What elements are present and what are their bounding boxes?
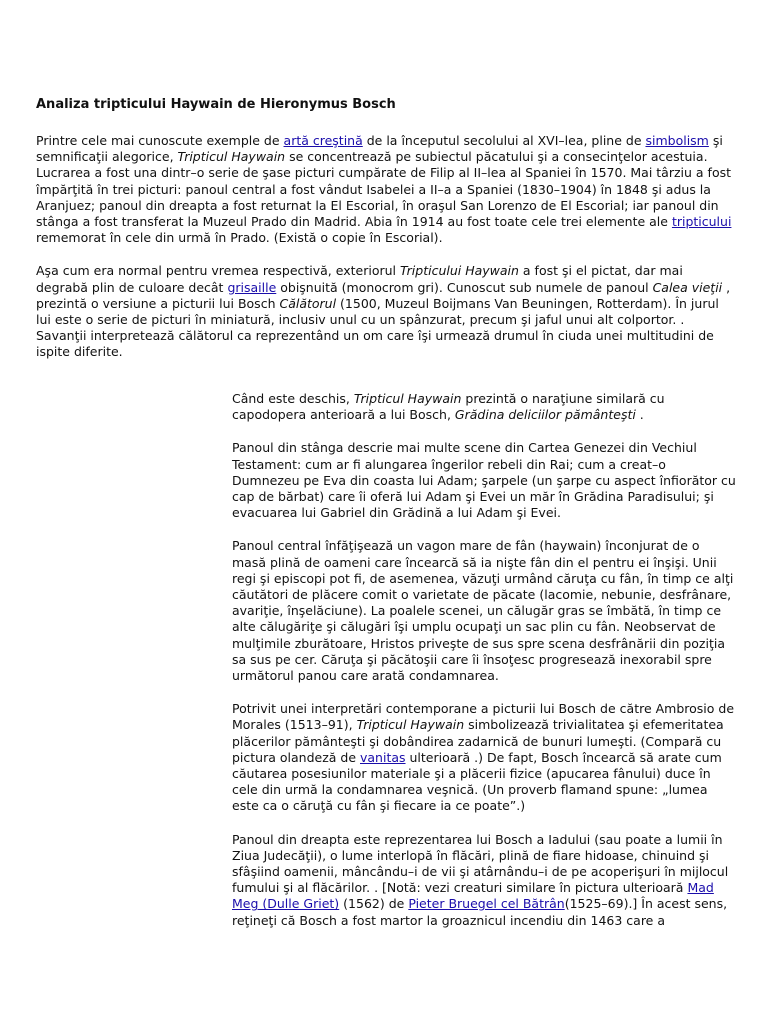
- italic-title: Tripticului Haywain: [399, 263, 519, 279]
- paragraph-right-panel: [232, 832, 736, 929]
- link-tripticului[interactable]: tripticului: [671, 214, 732, 230]
- italic-title: Călătorul: [279, 295, 337, 311]
- paragraph-exterior: [36, 263, 736, 360]
- intro-section: [36, 133, 736, 378]
- paragraph-history: [36, 133, 736, 246]
- text-run: Printre cele mai cunoscute exemple de: [36, 133, 284, 148]
- text-run: rememorat în cele din urmă în Prado. (Există o copie în Escorial).: [36, 230, 443, 246]
- text-run: ulterioară .) De fapt, Bosch încearcă să arate cum căutarea posesiunilor materiale şi a plăcerii fizice (apucarea fânului) duce în cele din urmă la condamnarea veşnică. (Un proverb flamand spune: „lumea este ca o căruţă cu fân şi fiecare ia ce poate”.): [232, 749, 722, 814]
- italic-title: Tripticul Haywain: [356, 717, 465, 733]
- link-pieter-bruegel[interactable]: Pieter Bruegel cel Bătrân: [408, 896, 565, 912]
- text-run: obişnuită (monocrom gri). Cunoscut sub numele de panoul: [276, 279, 653, 295]
- text-run: prezintă o naraţiune similară cu capodopera anterioară a lui Bosch,: [232, 391, 665, 423]
- link-vanitas[interactable]: vanitas: [360, 749, 406, 765]
- text-run: (1500, Muzeul Boijmans Van Beuningen, Rotterdam). În jurul lui este o serie de picturi în miniatură, inclusiv unul cu un spânzurat, precum şi jaful unui alt colportor. . Savanţii interpretează călătorul ca reprezentând un om care îşi urmează drumul în ciuda unei multitudini de ispite diferite.: [36, 295, 719, 360]
- paragraph-open: [232, 391, 736, 423]
- text-run: Panoul central înfăţişează un vagon mare de fân (haywain) înconjurat de o masă plină de oameni care încearcă să ia nişte fân din el pentru ei înşişi. Unii regi şi episcopi pot fi, de asemenea, văzuţi urmând căruţa cu fân, în timp ce alţi căutători de plăcere comit o varietate de păcate (lacomie, nebunie, desfrânare, avariţie, înşelăciune). La poalele scenei, un călugăr gras se îmbătă, în timp ce alte călugăriţe şi călugări îşi umplu ocupaţi un sac plin cu fân. Neobservat de mulţimile zburătoare, Hristos priveşte de sus spre scena desfrânării din poziţia sa sus pe cer. Căruţa şi păcătoşii care îi însoţesc progresează inexorabil spre următorul panou care arată condamnarea.: [232, 538, 734, 684]
- link-arta-crestina[interactable]: artă creştină: [283, 133, 363, 148]
- text-run: de la începutul secolului al XVI–lea, pline de: [362, 133, 646, 148]
- link-simbolism[interactable]: simbolism: [645, 133, 709, 148]
- article-title: Analiza tripticului Haywain de Hieronymus Bosch: [36, 97, 396, 112]
- text-run: şi semnificaţii alegorice,: [36, 133, 723, 165]
- text-run: (1525–69).] În acest sens, reţineţi că Bosch a fost martor la groaznicul incendiu din 1463 care a: [232, 896, 728, 928]
- text-run: Când este deschis,: [232, 391, 354, 406]
- link-mad-meg[interactable]: Mad Meg (Dulle Griet): [232, 880, 714, 912]
- text-run: simbolizează trivialitatea şi efemeritatea plăcerilor pământeşti şi dobândirea zadarnică de bunuri lumeşti. (Compară cu pictura olandeză de: [232, 717, 724, 765]
- italic-title: Tripticul Haywain: [353, 391, 462, 406]
- italic-title: Grădina deliciilor pământeşti: [454, 407, 636, 423]
- link-grisaille[interactable]: grisaille: [227, 279, 277, 295]
- italic-title: Calea vieţii: [652, 279, 723, 295]
- text-run: , prezintă o versiune a picturii lui Bosch: [36, 279, 731, 311]
- text-run: Panoul din dreapta este reprezentarea lui Bosch a Iadului (sau poate a lumii în Ziua Judecăţii), o lume interlopă în flăcări, plină de fiare hidoase, chinuind şi sfâşiind oamenii, mâncându–i de vii şi atârnându–i de pe acoperişuri în mijlocul fumului şi al flăcărilor. . [Notă: vezi creaturi similare în pictura ulterioară: [232, 831, 729, 896]
- paragraph-interpretation: [232, 701, 736, 814]
- text-run: .: [635, 407, 644, 423]
- paragraph-left-panel: [232, 440, 736, 521]
- italic-title: Tripticul Haywain: [177, 149, 286, 165]
- text-run: (1562) de: [339, 896, 409, 912]
- text-run: se concentrează pe subiectul păcatului şi a consecinţelor acestuia. Lucrarea a fost una dintr–o serie de şase picturi cumpărate de Filip al II–lea al Spaniei în 1570. Mai târziu a fost împărţită în trei picturi: panoul central a fost vândut Isabelei a II–a a Spaniei (1830–1904) în 1848 şi adus la Aranjuez; panoul din dreapta a fost returnat la El Escorial, în oraşul San Lorenzo de El Escorial; iar panoul din stânga a fost transferat la Muzeul Prado din Madrid. Abia în 1914 au fost toate cele trei elemente ale: [36, 149, 732, 230]
- text-run: a fost şi el pictat, dar mai degrabă plin de culoare decât: [36, 263, 683, 295]
- text-run: Potrivit unei interpretări contemporane a picturii lui Bosch de către Ambrosio de Morales (1513–91),: [232, 701, 735, 733]
- text-run: Aşa cum era normal pentru vremea respectivă, exteriorul: [36, 263, 400, 279]
- analysis-section: [232, 391, 736, 946]
- text-run: Panoul din stânga descrie mai multe scene din Cartea Genezei din Vechiul Testament: cum ar fi alungarea îngerilor rebeli din Rai; cum a creat–o Dumnezeu pe Eva din coasta lui Adam; şarpele (un şarpe cu aspect înfiorător cu cap de bărbat) care îi oferă lui Adam şi Evei un măr în Grădina Paradisului; şi evacuarea lui Gabriel din Grădină a lui Adam şi Evei.: [232, 440, 736, 521]
- paragraph-central-panel: [232, 538, 736, 684]
